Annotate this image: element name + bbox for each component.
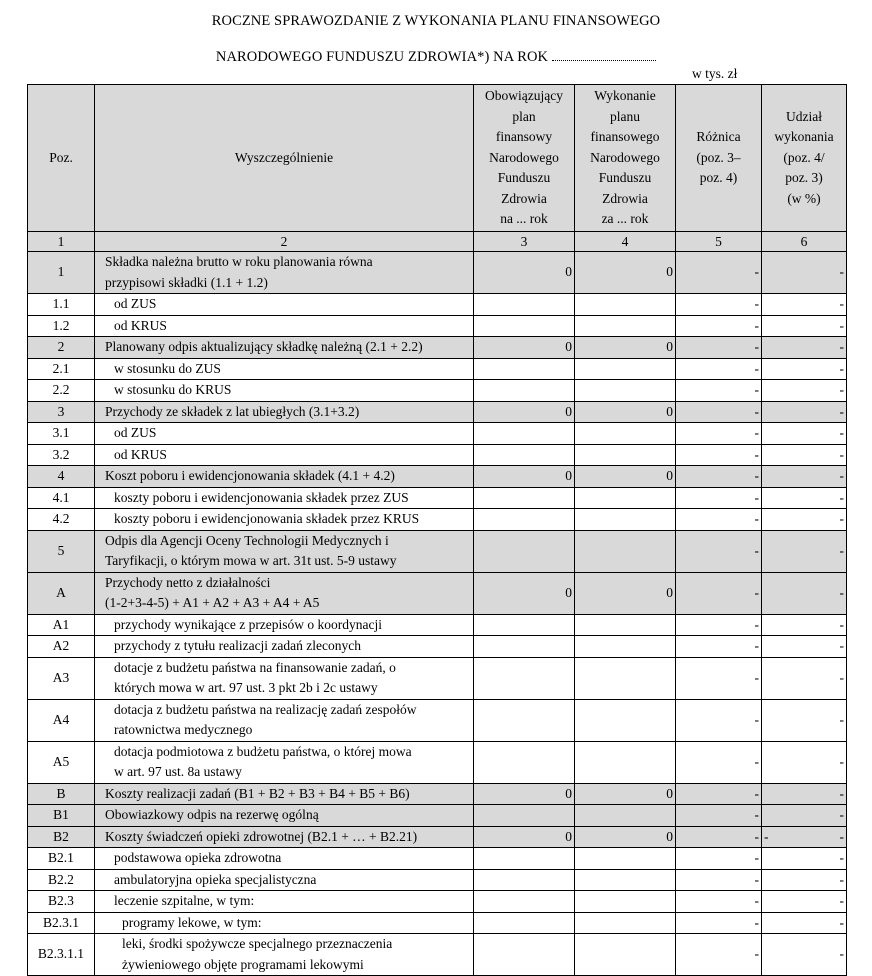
row-diff-value: - <box>676 572 762 614</box>
row-diff-value: - <box>676 741 762 783</box>
row-desc <box>95 380 474 402</box>
header-share-line: wykonania <box>774 129 834 145</box>
row-desc-line: przychody z tytułu realizacji zadań zleconych <box>114 638 362 653</box>
table-row <box>28 699 847 741</box>
table-row <box>28 423 847 445</box>
row-desc-line: od ZUS <box>114 425 157 440</box>
header-plan-line: finansowy <box>495 129 553 145</box>
row-desc-line: żywieniowego objęte programami lekowymi <box>122 956 364 972</box>
table-row <box>28 358 847 380</box>
row-exec-value <box>575 848 676 870</box>
row-share-value: - <box>762 891 847 913</box>
row-pos: 1.1 <box>28 294 95 316</box>
row-pos: B1 <box>28 805 95 827</box>
row-plan-value <box>474 423 575 445</box>
row-plan-value: 0 <box>474 466 575 488</box>
header-exec-line: Funduszu <box>598 170 652 186</box>
row-exec-value <box>575 699 676 741</box>
row-desc-line: (1-2+3-4-5) + A1 + A2 + A3 + A4 + A5 <box>105 595 320 610</box>
row-share-text: - <box>839 828 844 844</box>
column-number: 6 <box>762 232 847 252</box>
row-pos: A1 <box>28 614 95 636</box>
row-exec-value <box>575 487 676 509</box>
row-desc <box>95 423 474 445</box>
row-plan-value <box>474 315 575 337</box>
row-pos: B2.3.1.1 <box>28 934 95 976</box>
row-plan-value <box>474 294 575 316</box>
row-desc-line: Obowiazkowy odpis na rezerwę ogólną <box>105 807 319 822</box>
row-exec-value: 0 <box>575 783 676 805</box>
row-desc <box>95 337 474 359</box>
table-row <box>28 444 847 466</box>
row-diff-value: - <box>676 805 762 827</box>
row-diff-value: - <box>676 891 762 913</box>
row-share-value: - <box>762 699 847 741</box>
table-row <box>28 614 847 636</box>
row-diff-value: - <box>676 826 762 848</box>
row-pos: B2 <box>28 826 95 848</box>
row-pos: 1 <box>28 252 95 294</box>
row-desc <box>95 699 474 741</box>
row-pos: B <box>28 783 95 805</box>
table-row <box>28 783 847 805</box>
row-plan-value <box>474 530 575 572</box>
table-row <box>28 805 847 827</box>
row-desc-line: dotacja podmiotowa z budżetu państwa, o której mowa <box>114 743 412 759</box>
header-pos: Poz. <box>28 85 95 232</box>
row-plan-value <box>474 636 575 658</box>
table-row <box>28 401 847 423</box>
table-row <box>28 848 847 870</box>
row-exec-value <box>575 380 676 402</box>
row-plan-value <box>474 358 575 380</box>
column-number: 4 <box>575 232 676 252</box>
row-pos: B2.3 <box>28 891 95 913</box>
row-exec-value <box>575 423 676 445</box>
header-plan-line: Obowiązujący <box>485 88 563 104</box>
row-share-value: - <box>762 614 847 636</box>
row-desc-line: w art. 97 ust. 8a ustawy <box>114 764 242 779</box>
row-share-value: - <box>762 380 847 402</box>
column-number: 1 <box>28 232 95 252</box>
table-row <box>28 380 847 402</box>
row-desc-line: od KRUS <box>114 446 167 462</box>
row-pos: 2.1 <box>28 358 95 380</box>
row-exec-value <box>575 741 676 783</box>
row-pos: A3 <box>28 657 95 699</box>
header-plan-line: na ... rok <box>500 211 548 227</box>
row-pos: A <box>28 572 95 614</box>
financial-plan-table <box>27 84 847 976</box>
row-pos: 3.2 <box>28 444 95 466</box>
header-exec-line: Wykonanie <box>594 88 656 104</box>
row-desc <box>95 358 474 380</box>
row-desc-line: Przychody netto z działalności <box>105 574 271 590</box>
row-desc <box>95 466 474 488</box>
row-exec-value: 0 <box>575 466 676 488</box>
row-pos: 4 <box>28 466 95 488</box>
column-number: 3 <box>474 232 575 252</box>
row-desc-line: podstawowa opieka zdrowotna <box>114 850 282 865</box>
row-desc <box>95 509 474 531</box>
row-plan-value <box>474 509 575 531</box>
row-desc <box>95 826 474 848</box>
table-row <box>28 466 847 488</box>
header-diff <box>676 85 762 232</box>
row-desc <box>95 891 474 913</box>
row-diff-value: - <box>676 401 762 423</box>
row-desc-line: dotacje z budżetu państwa na finansowanie zadań, o <box>114 659 396 675</box>
row-diff-value: - <box>676 466 762 488</box>
row-diff-value: - <box>676 252 762 294</box>
header-plan-line: Funduszu <box>497 170 551 186</box>
row-exec-value <box>575 444 676 466</box>
row-desc <box>95 401 474 423</box>
header-exec-line: za ... rok <box>601 211 649 227</box>
row-desc <box>95 315 474 337</box>
table-row <box>28 741 847 783</box>
header-plan <box>474 85 575 232</box>
table-row <box>28 337 847 359</box>
row-pos: 4.1 <box>28 487 95 509</box>
report-title-line-1: ROCZNE SPRAWOZDANIE Z WYKONANIA PLANU FINANSOWEGO <box>211 13 661 29</box>
row-desc <box>95 783 474 805</box>
row-desc-line: ratownictwa medycznego <box>114 722 253 737</box>
header-share-line: poz. 3) <box>785 170 823 186</box>
header-diff-line: (poz. 3– <box>696 149 741 165</box>
header-desc: Wyszczególnienie <box>95 85 474 232</box>
header-exec-line: finansowego <box>590 129 660 145</box>
row-share-value: - <box>762 805 847 827</box>
row-diff-value: - <box>676 487 762 509</box>
report-title-line-2-text: NARODOWEGO FUNDUSZU ZDROWIA*) NA ROK <box>215 49 549 65</box>
row-desc <box>95 805 474 827</box>
row-share-value: - <box>762 848 847 870</box>
row-share-value: - <box>762 741 847 783</box>
header-exec <box>575 85 676 232</box>
table-row <box>28 509 847 531</box>
row-desc <box>95 614 474 636</box>
row-desc <box>95 572 474 614</box>
row-desc-line: leczenie szpitalne, w tym: <box>114 893 255 908</box>
row-share-value: - <box>762 401 847 423</box>
row-exec-value <box>575 934 676 976</box>
row-plan-value <box>474 934 575 976</box>
row-diff-value: - <box>676 869 762 891</box>
row-plan-value <box>474 657 575 699</box>
column-number-row <box>28 232 847 252</box>
row-exec-value: 0 <box>575 337 676 359</box>
row-desc <box>95 444 474 466</box>
row-exec-value <box>575 358 676 380</box>
table-row <box>28 657 847 699</box>
row-plan-value <box>474 741 575 783</box>
row-exec-value <box>575 614 676 636</box>
row-plan-value: 0 <box>474 252 575 294</box>
row-share-value: - <box>762 657 847 699</box>
row-share-value: - <box>762 934 847 976</box>
row-pos: 4.2 <box>28 509 95 531</box>
row-desc <box>95 294 474 316</box>
row-desc-line: Taryfikacji, o którym mowa w art. 31t ust. 5-9 ustawy <box>105 553 397 568</box>
year-blank-field <box>552 46 656 61</box>
header-row <box>28 85 847 232</box>
row-desc-line: przychody wynikające z przepisów o koordynacji <box>114 616 383 632</box>
row-plan-value <box>474 699 575 741</box>
row-exec-value <box>575 891 676 913</box>
report-title-line-2 <box>0 46 872 66</box>
row-desc <box>95 636 474 658</box>
row-pos: A2 <box>28 636 95 658</box>
row-plan-value <box>474 380 575 402</box>
row-exec-value <box>575 869 676 891</box>
table-row <box>28 530 847 572</box>
row-diff-value: - <box>676 380 762 402</box>
row-share-value: - <box>762 358 847 380</box>
row-desc-line: Koszt poboru i ewidencjonowania składek (4.1 + 4.2) <box>105 468 395 483</box>
row-desc <box>95 487 474 509</box>
row-share-value: - <box>762 572 847 614</box>
row-plan-value <box>474 614 575 636</box>
header-exec-line: planu <box>610 108 640 124</box>
row-diff-value: - <box>676 444 762 466</box>
row-desc-line: ambulatoryjna opieka specjalistyczna <box>114 871 317 887</box>
row-exec-value <box>575 636 676 658</box>
row-share-value: - <box>762 783 847 805</box>
table-row <box>28 826 847 848</box>
row-plan-value <box>474 487 575 509</box>
row-share-value: - <box>762 315 847 337</box>
row-share-value: - <box>762 444 847 466</box>
row-plan-value: 0 <box>474 783 575 805</box>
table-row <box>28 572 847 614</box>
row-share-value: - <box>762 530 847 572</box>
row-plan-value <box>474 912 575 934</box>
row-desc-line: Przychody ze składek z lat ubiegłych (3.1+3.2) <box>105 403 360 419</box>
row-share-value: - <box>762 337 847 359</box>
row-pos: B2.1 <box>28 848 95 870</box>
row-plan-value: 0 <box>474 826 575 848</box>
row-desc-line: od ZUS <box>114 296 157 311</box>
row-desc-line: Koszty świadczeń opieki zdrowotnej (B2.1 + … + B2.21) <box>105 828 418 844</box>
row-share-value: - <box>762 912 847 934</box>
row-desc-line: których mowa w art. 97 ust. 3 pkt 2b i 2c ustawy <box>114 680 378 695</box>
row-desc-line: dotacja z budżetu państwa na realizację zadań zespołów <box>114 701 417 717</box>
row-diff-value: - <box>676 699 762 741</box>
table-row <box>28 252 847 294</box>
table-row <box>28 891 847 913</box>
row-pos: 2 <box>28 337 95 359</box>
row-exec-value: 0 <box>575 826 676 848</box>
row-desc <box>95 912 474 934</box>
row-exec-value: 0 <box>575 401 676 423</box>
row-plan-value: 0 <box>474 337 575 359</box>
row-share-value: - <box>762 294 847 316</box>
row-desc <box>95 869 474 891</box>
row-share-value: - <box>762 466 847 488</box>
table-row <box>28 315 847 337</box>
row-share-value: - <box>762 252 847 294</box>
row-pos: 1.2 <box>28 315 95 337</box>
header-plan-line: Zdrowia <box>501 190 547 206</box>
row-exec-value <box>575 315 676 337</box>
row-diff-value: - <box>676 315 762 337</box>
row-desc <box>95 848 474 870</box>
row-desc-line: w stosunku do KRUS <box>114 382 232 397</box>
row-plan-value <box>474 869 575 891</box>
row-diff-value: - <box>676 423 762 445</box>
row-exec-value <box>575 912 676 934</box>
row-exec-value: 0 <box>575 572 676 614</box>
header-plan-line: Narodowego <box>489 149 559 165</box>
row-share-value <box>762 826 847 848</box>
row-plan-value <box>474 848 575 870</box>
header-exec-line: Narodowego <box>590 149 660 165</box>
row-desc-line: Koszty realizacji zadań (B1 + B2 + B3 + B4 + B5 + B6) <box>105 785 410 801</box>
row-plan-value <box>474 891 575 913</box>
row-exec-value: 0 <box>575 252 676 294</box>
row-diff-value: - <box>676 530 762 572</box>
row-desc-line: Składka należna brutto w roku planowania równa <box>105 254 373 269</box>
row-pos: 5 <box>28 530 95 572</box>
row-diff-value: - <box>676 337 762 359</box>
row-exec-value <box>575 509 676 531</box>
header-share <box>762 85 847 232</box>
row-desc-line: leki, środki spożywcze specjalnego przeznaczenia <box>122 936 393 951</box>
header-share-line: (w %) <box>787 190 821 206</box>
header-share-line: (poz. 4/ <box>783 149 825 165</box>
row-desc-line: Odpis dla Agencji Oceny Technologii Medycznych i <box>105 532 389 548</box>
row-diff-value: - <box>676 509 762 531</box>
row-diff-value: - <box>676 912 762 934</box>
row-desc <box>95 530 474 572</box>
row-pos: A4 <box>28 699 95 741</box>
row-plan-value: 0 <box>474 401 575 423</box>
row-desc <box>95 741 474 783</box>
row-desc-line: przypisowi składki (1.1 + 1.2) <box>105 274 268 290</box>
row-diff-value: - <box>676 614 762 636</box>
row-desc-line: koszty poboru i ewidencjonowania składek przez ZUS <box>114 489 409 505</box>
column-number: 5 <box>676 232 762 252</box>
table-row <box>28 636 847 658</box>
table-row <box>28 912 847 934</box>
row-diff-value: - <box>676 934 762 976</box>
row-share-value: - <box>762 487 847 509</box>
row-diff-value: - <box>676 783 762 805</box>
header-diff-line: Różnica <box>696 129 741 145</box>
row-share-value: - <box>762 423 847 445</box>
row-diff-value: - <box>676 848 762 870</box>
row-pos: A5 <box>28 741 95 783</box>
table-row <box>28 487 847 509</box>
row-exec-value <box>575 657 676 699</box>
row-desc-line: programy lekowe, w tym: <box>122 914 262 930</box>
row-plan-value <box>474 805 575 827</box>
row-share-value: - <box>762 636 847 658</box>
row-share-value: - <box>762 509 847 531</box>
unit-label: w tys. zł <box>692 66 738 81</box>
row-desc <box>95 934 474 976</box>
column-number: 2 <box>95 232 474 252</box>
header-exec-line: Zdrowia <box>602 190 648 206</box>
table-row <box>28 294 847 316</box>
row-pos: B2.2 <box>28 869 95 891</box>
header-share-line: Udział <box>786 108 822 124</box>
row-pos: 2.2 <box>28 380 95 402</box>
row-pos: 3.1 <box>28 423 95 445</box>
row-desc-line: koszty poboru i ewidencjonowania składek przez KRUS <box>114 511 420 526</box>
row-desc-line: Planowany odpis aktualizujący składkę należną (2.1 + 2.2) <box>105 339 423 354</box>
row-diff-value: - <box>676 657 762 699</box>
row-pos: B2.3.1 <box>28 912 95 934</box>
row-exec-value <box>575 294 676 316</box>
row-diff-value: - <box>676 294 762 316</box>
row-desc-line: od KRUS <box>114 317 167 333</box>
table-body <box>28 252 847 976</box>
row-pos: 3 <box>28 401 95 423</box>
row-plan-value: 0 <box>474 572 575 614</box>
row-diff-value: - <box>676 636 762 658</box>
row-exec-value <box>575 805 676 827</box>
row-share-lead: - <box>764 828 769 844</box>
row-share-value: - <box>762 869 847 891</box>
row-desc-line: w stosunku do ZUS <box>114 360 221 376</box>
row-diff-value: - <box>676 358 762 380</box>
row-desc <box>95 252 474 294</box>
table-row <box>28 869 847 891</box>
row-plan-value <box>474 444 575 466</box>
row-exec-value <box>575 530 676 572</box>
header-diff-line: poz. 4) <box>699 170 738 186</box>
table-row <box>28 934 847 976</box>
row-desc <box>95 657 474 699</box>
header-plan-line: plan <box>512 108 536 124</box>
